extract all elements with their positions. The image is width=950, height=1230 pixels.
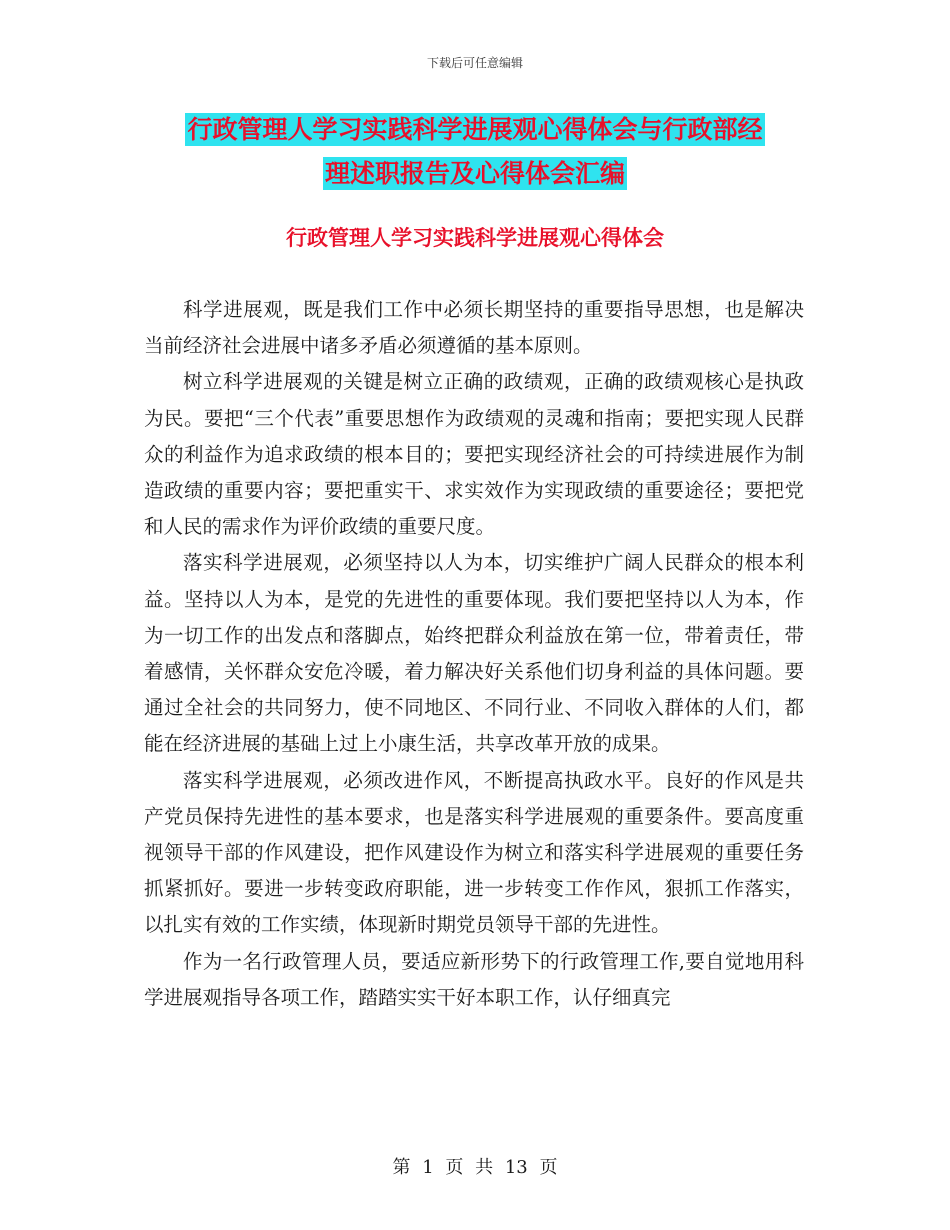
page-header-note: 下载后可任意编辑 (426, 56, 523, 70)
section-title: 行政管理人学习实践科学进展观心得体会 (286, 225, 664, 250)
paragraph: 落实科学进展观，必须坚持以人为本，切实维护广阔人民群众的根本利益。坚持以人为本，是党的先进性的重要体现。我们要把坚持以人为本，作为一切工作的出发点和落脚点，始终把群众利益放在第一位，带着责任，带着感情，关怀群众安危冷暖，着力解决好关系他们切身利益的具体问题。要通过全社会的共同努力，使不同地区、不同行业、不同收入群体的人们，都能在经济进展的基础上过上小康生活，共享改革开放的成果。 (144, 551, 804, 756)
page-number-footer: 第 1 页 共 13 页 (392, 1157, 558, 1178)
document-title-line-1 (120, 108, 830, 152)
paragraph: 科学进展观，既是我们工作中必须长期坚持的重要指导思想，也是解决当前经济社会进展中诸多矛盾必须遵循的基本原则。 (144, 298, 804, 358)
document-body (144, 292, 804, 1016)
paragraph: 落实科学进展观，必须改进作风，不断提高执政水平。良好的作风是共产党员保持先进性的基本要求，也是落实科学进展观的重要条件。要高度重视领导干部的作风建设，把作风建设作为树立和落实科学进展观的重要任务抓紧抓好。要进一步转变政府职能，进一步转变工作作风，狠抓工作落实，以扎实有效的工作实绩，体现新时期党员领导干部的先进性。 (144, 768, 804, 937)
paragraph: 作为一名行政管理人员，要适应新形势下的行政管理工作,要自觉地用科学进展观指导各项工作，踏踏实实干好本职工作，认仔细真完 (144, 949, 804, 1009)
paragraph: 树立科学进展观的关键是树立正确的政绩观，正确的政绩观核心是执政为民。要把“三个代表”重要思想作为政绩观的灵魂和指南；要把实现人民群众的利益作为追求政绩的根本目的；要把实现经济社会的可持续进展作为制造政绩的重要内容；要把重实干、求实效作为实现政绩的重要途径；要把党和人民的需求作为评价政绩的重要尺度。 (144, 370, 804, 539)
document-title-text-2: 理述职报告及心得体会汇编 (324, 159, 625, 188)
document-title-line-2 (120, 152, 830, 196)
document-title-text-1: 行政管理人学习实践科学进展观心得体会与行政部经 (187, 115, 763, 144)
